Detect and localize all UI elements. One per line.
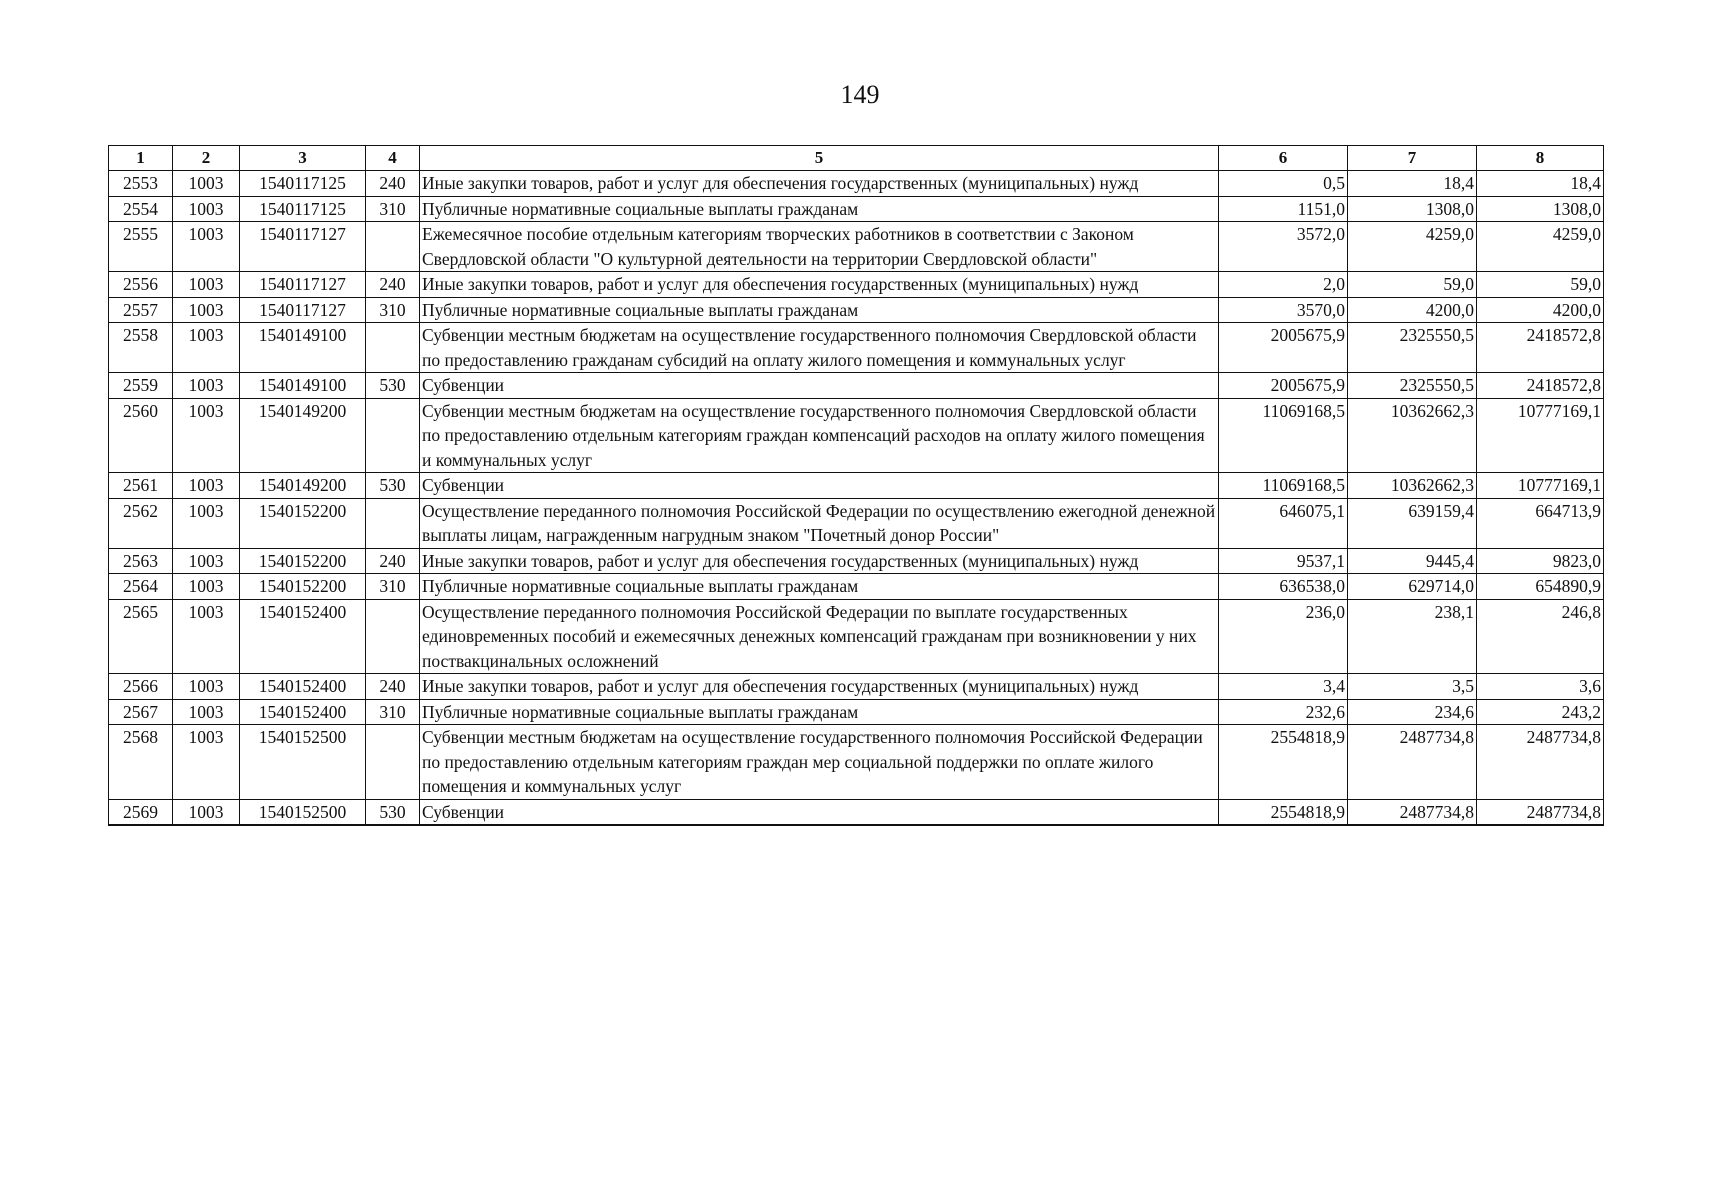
amount-col-8: 10777169,1 (1477, 398, 1604, 473)
table-row (109, 323, 1604, 373)
row-description: Публичные нормативные социальные выплаты гражданам (420, 699, 1219, 725)
row-description: Осуществление переданного полномочия Российской Федерации по выплате государственных единовременных пособий и ежемесячных денежных компенсаций гражданам при возникновении у них поствакцинальных осложнений (420, 599, 1219, 674)
amount-col-8: 664713,9 (1477, 498, 1604, 548)
target-article-code: 1540117127 (240, 222, 366, 272)
amount-col-6: 3,4 (1219, 674, 1348, 700)
expense-type-code (366, 323, 420, 373)
amount-col-7: 629714,0 (1348, 574, 1477, 600)
table-row (109, 171, 1604, 197)
table-row (109, 699, 1604, 725)
amount-col-7: 2487734,8 (1348, 799, 1477, 825)
section-code: 1003 (173, 574, 240, 600)
expense-type-code (366, 222, 420, 272)
amount-col-6: 3570,0 (1219, 297, 1348, 323)
section-code: 1003 (173, 297, 240, 323)
row-description: Публичные нормативные социальные выплаты гражданам (420, 297, 1219, 323)
target-article-code: 1540152400 (240, 599, 366, 674)
section-code: 1003 (173, 799, 240, 825)
amount-col-7: 9445,4 (1348, 548, 1477, 574)
header-row (109, 146, 1604, 171)
amount-col-8: 59,0 (1477, 272, 1604, 298)
row-number: 2562 (109, 498, 173, 548)
target-article-code: 1540149100 (240, 323, 366, 373)
target-article-code: 1540152400 (240, 699, 366, 725)
row-description: Субвенции местным бюджетам на осуществление государственного полномочия Свердловской области по предоставлению отдельным категориям граждан компенсаций расходов на оплату жилого помещения и коммунальных услуг (420, 398, 1219, 473)
amount-col-8: 4259,0 (1477, 222, 1604, 272)
amount-col-7: 10362662,3 (1348, 473, 1477, 499)
expense-type-code: 530 (366, 799, 420, 825)
amount-col-7: 4259,0 (1348, 222, 1477, 272)
expense-type-code: 310 (366, 699, 420, 725)
amount-col-7: 4200,0 (1348, 297, 1477, 323)
target-article-code: 1540117125 (240, 196, 366, 222)
section-code: 1003 (173, 498, 240, 548)
amount-col-7: 2325550,5 (1348, 373, 1477, 399)
row-number: 2565 (109, 599, 173, 674)
target-article-code: 1540117125 (240, 171, 366, 197)
row-description: Иные закупки товаров, работ и услуг для обеспечения государственных (муниципальных) нужд (420, 171, 1219, 197)
amount-col-7: 1308,0 (1348, 196, 1477, 222)
amount-col-8: 2487734,8 (1477, 725, 1604, 800)
row-description: Иные закупки товаров, работ и услуг для обеспечения государственных (муниципальных) нужд (420, 272, 1219, 298)
section-code: 1003 (173, 548, 240, 574)
row-description: Субвенции (420, 473, 1219, 499)
section-code: 1003 (173, 222, 240, 272)
amount-col-6: 1151,0 (1219, 196, 1348, 222)
amount-col-7: 639159,4 (1348, 498, 1477, 548)
amount-col-8: 246,8 (1477, 599, 1604, 674)
amount-col-8: 10777169,1 (1477, 473, 1604, 499)
amount-col-8: 243,2 (1477, 699, 1604, 725)
amount-col-6: 236,0 (1219, 599, 1348, 674)
amount-col-6: 646075,1 (1219, 498, 1348, 548)
table-row (109, 373, 1604, 399)
row-number: 2567 (109, 699, 173, 725)
amount-col-7: 238,1 (1348, 599, 1477, 674)
expense-type-code: 240 (366, 548, 420, 574)
target-article-code: 1540152200 (240, 498, 366, 548)
table-row (109, 473, 1604, 499)
row-number: 2553 (109, 171, 173, 197)
header-cell: 2 (173, 146, 240, 171)
expense-type-code: 310 (366, 196, 420, 222)
target-article-code: 1540152500 (240, 725, 366, 800)
header-cell: 8 (1477, 146, 1604, 171)
amount-col-7: 10362662,3 (1348, 398, 1477, 473)
row-number: 2558 (109, 323, 173, 373)
expense-type-code: 310 (366, 574, 420, 600)
amount-col-6: 2554818,9 (1219, 725, 1348, 800)
table-row (109, 799, 1604, 825)
amount-col-8: 2418572,8 (1477, 323, 1604, 373)
section-code: 1003 (173, 171, 240, 197)
amount-col-6: 232,6 (1219, 699, 1348, 725)
table-row (109, 599, 1604, 674)
amount-col-8: 2487734,8 (1477, 799, 1604, 825)
amount-col-8: 9823,0 (1477, 548, 1604, 574)
expense-type-code: 240 (366, 674, 420, 700)
section-code: 1003 (173, 674, 240, 700)
target-article-code: 1540152200 (240, 574, 366, 600)
table-row (109, 548, 1604, 574)
target-article-code: 1540152400 (240, 674, 366, 700)
section-code: 1003 (173, 699, 240, 725)
row-description: Осуществление переданного полномочия Российской Федерации по осуществлению ежегодной денежной выплаты лицам, награжденным нагрудным знаком "Почетный донор России" (420, 498, 1219, 548)
section-code: 1003 (173, 398, 240, 473)
budget-table (108, 145, 1604, 826)
header-cell: 7 (1348, 146, 1477, 171)
section-code: 1003 (173, 323, 240, 373)
expense-type-code (366, 498, 420, 548)
amount-col-8: 654890,9 (1477, 574, 1604, 600)
table-row (109, 272, 1604, 298)
header-cell: 4 (366, 146, 420, 171)
row-number: 2564 (109, 574, 173, 600)
header-cell: 6 (1219, 146, 1348, 171)
row-description: Иные закупки товаров, работ и услуг для обеспечения государственных (муниципальных) нужд (420, 674, 1219, 700)
target-article-code: 1540149200 (240, 473, 366, 499)
expense-type-code: 530 (366, 373, 420, 399)
table-row (109, 498, 1604, 548)
amount-col-6: 2005675,9 (1219, 323, 1348, 373)
row-number: 2560 (109, 398, 173, 473)
amount-col-8: 18,4 (1477, 171, 1604, 197)
expense-type-code: 240 (366, 272, 420, 298)
target-article-code: 1540117127 (240, 297, 366, 323)
amount-col-6: 9537,1 (1219, 548, 1348, 574)
page-number: 149 (840, 80, 880, 109)
amount-col-7: 234,6 (1348, 699, 1477, 725)
amount-col-7: 18,4 (1348, 171, 1477, 197)
table-row (109, 725, 1604, 800)
section-code: 1003 (173, 196, 240, 222)
section-code: 1003 (173, 473, 240, 499)
expense-type-code (366, 599, 420, 674)
amount-col-6: 2554818,9 (1219, 799, 1348, 825)
row-description: Субвенции местным бюджетам на осуществление государственного полномочия Российской Федерации по предоставлению отдельным категориям граждан мер социальной поддержки по оплате жилого помещения и коммунальных услуг (420, 725, 1219, 800)
row-number: 2566 (109, 674, 173, 700)
amount-col-8: 1308,0 (1477, 196, 1604, 222)
expense-type-code: 530 (366, 473, 420, 499)
table-row (109, 398, 1604, 473)
amount-col-7: 2325550,5 (1348, 323, 1477, 373)
target-article-code: 1540117127 (240, 272, 366, 298)
table-row (109, 196, 1604, 222)
amount-col-6: 0,5 (1219, 171, 1348, 197)
row-number: 2559 (109, 373, 173, 399)
row-number: 2557 (109, 297, 173, 323)
expense-type-code: 240 (366, 171, 420, 197)
amount-col-6: 2005675,9 (1219, 373, 1348, 399)
amount-col-6: 11069168,5 (1219, 398, 1348, 473)
expense-type-code: 310 (366, 297, 420, 323)
table-row (109, 674, 1604, 700)
table-row (109, 297, 1604, 323)
row-number: 2555 (109, 222, 173, 272)
header-cell: 5 (420, 146, 1219, 171)
row-description: Ежемесячное пособие отдельным категориям творческих работников в соответствии с Законом Свердловской области "О культурной деятельности на территории Свердловской области" (420, 222, 1219, 272)
row-description: Субвенции (420, 373, 1219, 399)
amount-col-6: 3572,0 (1219, 222, 1348, 272)
target-article-code: 1540149100 (240, 373, 366, 399)
amount-col-8: 2418572,8 (1477, 373, 1604, 399)
amount-col-7: 59,0 (1348, 272, 1477, 298)
expense-type-code (366, 725, 420, 800)
target-article-code: 1540152200 (240, 548, 366, 574)
target-article-code: 1540149200 (240, 398, 366, 473)
section-code: 1003 (173, 599, 240, 674)
amount-col-8: 4200,0 (1477, 297, 1604, 323)
row-description: Субвенции местным бюджетам на осуществление государственного полномочия Свердловской области по предоставлению гражданам субсидий на оплату жилого помещения и коммунальных услуг (420, 323, 1219, 373)
amount-col-6: 636538,0 (1219, 574, 1348, 600)
amount-col-7: 3,5 (1348, 674, 1477, 700)
row-number: 2563 (109, 548, 173, 574)
row-description: Публичные нормативные социальные выплаты гражданам (420, 574, 1219, 600)
expense-type-code (366, 398, 420, 473)
row-number: 2556 (109, 272, 173, 298)
amount-col-8: 3,6 (1477, 674, 1604, 700)
header-cell: 1 (109, 146, 173, 171)
header-cell: 3 (240, 146, 366, 171)
amount-col-6: 2,0 (1219, 272, 1348, 298)
section-code: 1003 (173, 272, 240, 298)
row-number: 2568 (109, 725, 173, 800)
amount-col-6: 11069168,5 (1219, 473, 1348, 499)
row-number: 2561 (109, 473, 173, 499)
row-description: Иные закупки товаров, работ и услуг для обеспечения государственных (муниципальных) нужд (420, 548, 1219, 574)
row-description: Публичные нормативные социальные выплаты гражданам (420, 196, 1219, 222)
row-number: 2554 (109, 196, 173, 222)
section-code: 1003 (173, 725, 240, 800)
amount-col-7: 2487734,8 (1348, 725, 1477, 800)
row-number: 2569 (109, 799, 173, 825)
section-code: 1003 (173, 373, 240, 399)
table-body (109, 171, 1604, 826)
target-article-code: 1540152500 (240, 799, 366, 825)
table-row (109, 222, 1604, 272)
table-row (109, 574, 1604, 600)
row-description: Субвенции (420, 799, 1219, 825)
